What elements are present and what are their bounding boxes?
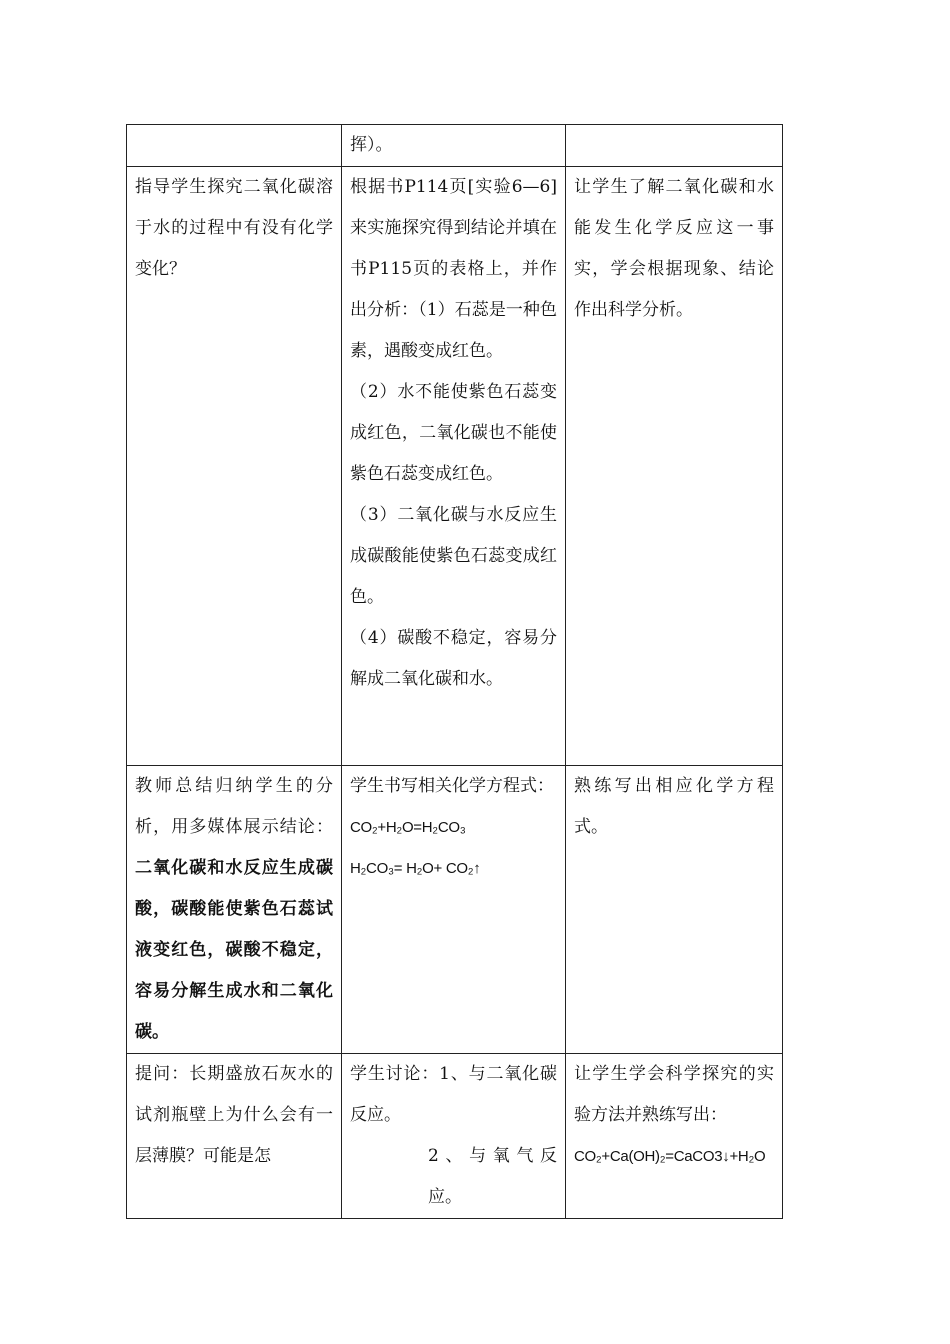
- design-intent-cell: [566, 125, 783, 167]
- cell-text: 让学生学会科学探究的实验方法并熟练写出：: [574, 1064, 774, 1125]
- design-intent-cell: [566, 167, 783, 766]
- cell-text: 提问：长期盛放石灰水的试剂瓶壁上为什么会有一层薄膜？可能是怎: [135, 1064, 333, 1166]
- lesson-table: [126, 124, 783, 1219]
- design-intent-cell: [566, 766, 783, 1054]
- cell-text: 让学生了解二氧化碳和水能发生化学反应这一事实，学会根据现象、结论作出科学分析。: [574, 177, 774, 320]
- equation-2: H₂CO₃= H₂O+ CO₂↑: [350, 860, 481, 877]
- cell-text: 指导学生探究二氧化碳溶于水的过程中有没有化学变化？: [135, 177, 333, 279]
- teacher-activity-cell: [127, 766, 342, 1054]
- cell-text: 熟练写出相应化学方程式。: [574, 776, 774, 837]
- analysis-paragraph: （2）水不能使紫色石蕊变成红色，二氧化碳也不能使紫色石蕊变成红色。: [350, 382, 557, 484]
- teacher-activity-cell: [127, 167, 342, 766]
- analysis-paragraph: 根据书P114页[实验6—6]来实施探究得到结论并填在书P115页的表格上，并作出分析：（1）石蕊是一种色素，遇酸变成红色。: [350, 177, 557, 361]
- discussion-point-2: 2、与氧气反应。: [428, 1146, 557, 1207]
- equation-1: CO₂+H₂O=H₂CO₃: [350, 819, 466, 836]
- design-intent-cell: [566, 1054, 783, 1219]
- student-activity-cell: [342, 766, 566, 1054]
- table-row: [127, 766, 783, 1054]
- student-activity-cell: [342, 1054, 566, 1219]
- student-activity-cell: [342, 167, 566, 766]
- teacher-activity-cell: [127, 125, 342, 167]
- cell-text: 挥）。: [350, 135, 393, 155]
- student-activity-cell: [342, 125, 566, 167]
- analysis-paragraph: （4）碳酸不稳定，容易分解成二氧化碳和水。: [350, 628, 557, 689]
- conclusion-bold-text: 二氧化碳和水反应生成碳酸，碳酸能使紫色石蕊试液变红色，碳酸不稳定，容易分解生成水和二氧化碳。: [135, 858, 333, 1042]
- analysis-paragraph: （3）二氧化碳与水反应生成碳酸能使紫色石蕊变成红色。: [350, 505, 557, 607]
- table-row: [127, 167, 783, 766]
- table-row: [127, 125, 783, 167]
- discussion-point-1: 学生讨论：1、与二氧化碳反应。: [350, 1064, 557, 1125]
- teacher-activity-cell: [127, 1054, 342, 1219]
- table-row: [127, 1054, 783, 1219]
- equation-3: CO₂+Ca(OH)₂=CaCO3↓+H₂O: [574, 1148, 766, 1165]
- cell-text: 教师总结归纳学生的分析，用多媒体展示结论：: [135, 776, 333, 837]
- cell-text: 学生书写相关化学方程式：: [350, 776, 554, 796]
